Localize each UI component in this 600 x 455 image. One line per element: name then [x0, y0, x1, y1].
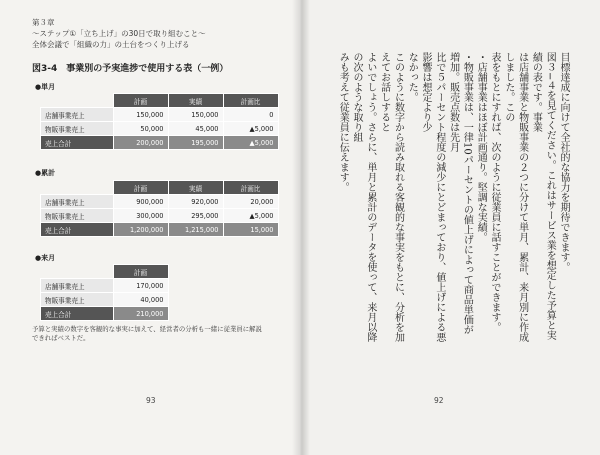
table-row [41, 209, 279, 223]
cell-ratio: 0 [223, 108, 278, 122]
row-label: 売上合計 [41, 223, 114, 237]
text-column: 目標達成に向けて全社的な協力を期待できます。 [558, 52, 569, 272]
figure-caption: 予算と実績の数字を客観的な事実に加えて、経営者の分析も一緒に従業員に解説できればベストだ。 [32, 325, 262, 342]
text-column: ・物販事業は、一律10パーセントの値上げによって商品単価が増加。販売点数は先月 [447, 52, 473, 335]
table-total-row [41, 223, 279, 237]
text-column: このように数字から読み取れる客観的な事実をもとに、分析を加えてお話しすると [378, 52, 404, 342]
figure-title: 図3-4 事業別の予実進捗で使用する表（一例） [32, 64, 229, 74]
section-label-monthly: ●単月 [35, 83, 56, 91]
text-column: 比で５パーセント程度の減少にとどまっており、値上げによる悪影響は想定より少 [420, 52, 445, 342]
cell-plan: 900,000 [113, 195, 168, 209]
right-page [300, 0, 600, 455]
cell-ratio: ▲5,000 [223, 136, 278, 150]
cell-ratio: 15,000 [223, 223, 278, 237]
text-column: 図３−４を見てください。これはサービス業を想定した予算と実績の表です。事業 [530, 52, 556, 341]
table-total-row [41, 136, 279, 150]
cell-plan: 150,000 [113, 108, 168, 122]
table-header-row [41, 265, 169, 279]
table-row [41, 279, 169, 293]
cell-ratio: ▲5,000 [223, 122, 278, 136]
text-column: ・店舗事業はほぼ計画通り。堅調な実績。 [475, 52, 487, 242]
cell-plan: 50,000 [113, 122, 168, 136]
section-label-cumulative: ●累計 [35, 169, 56, 177]
row-label: 物販事業売上 [41, 293, 114, 307]
col-header-ratio: 計画比 [223, 94, 278, 108]
table-row [41, 108, 279, 122]
row-label: 物販事業売上 [41, 122, 114, 136]
cell-ratio: ▲5,000 [223, 209, 278, 223]
page-number-left: 93 [146, 396, 156, 405]
row-label: 店舗事業売上 [41, 279, 114, 293]
col-header-actual: 実績 [168, 181, 223, 195]
table-header-row [41, 94, 279, 108]
table-next-month [40, 264, 169, 321]
cell-ratio: 20,000 [223, 195, 278, 209]
table-row [41, 122, 279, 136]
text-column: よいでしょう。さらに、単月と累計のデータを使って、来月以降の次のような取り組 [351, 52, 376, 342]
table-row [41, 195, 279, 209]
cell-plan: 1,200,000 [113, 223, 168, 237]
cell-actual: 1,215,000 [168, 223, 223, 237]
cell-actual: 150,000 [168, 108, 223, 122]
cell-plan: 40,000 [113, 293, 168, 307]
step-title: 〜ステップ①「立ち上げ」の30日で取り組むこと〜 [32, 29, 206, 38]
body-text-vertical [337, 52, 570, 342]
cell-actual: 920,000 [168, 195, 223, 209]
text-column: みも考えて従業員に伝えます。 [337, 52, 349, 192]
book-gutter [292, 0, 310, 455]
section-label-next-month: ●来月 [35, 254, 56, 262]
col-header-actual: 実績 [168, 94, 223, 108]
row-label: 物販事業売上 [41, 209, 114, 223]
text-column: 表をもとにすれば、次のように従業員に話すことができます。 [489, 52, 501, 332]
page-number-right: 92 [434, 396, 444, 405]
section-subtitle: 全体会議で「組織の力」の土台をつくり上げる [32, 40, 190, 49]
col-header-ratio: 計画比 [223, 181, 278, 195]
col-header-plan: 計画 [113, 94, 168, 108]
table-total-row [41, 307, 169, 321]
table-cumulative [40, 180, 279, 237]
row-label: 売上合計 [41, 136, 114, 150]
cell-plan: 210,000 [113, 307, 168, 321]
table-header-row [41, 181, 279, 195]
table-monthly [40, 93, 279, 150]
text-column: は店舗事業と物販事業の２つに分けて単月、累計、来月別に作成しました。この [502, 52, 528, 342]
cell-actual: 45,000 [168, 122, 223, 136]
col-header-plan: 計画 [113, 265, 168, 279]
cell-actual: 195,000 [168, 136, 223, 150]
cell-plan: 300,000 [113, 209, 168, 223]
table-row [41, 293, 169, 307]
cell-plan: 170,000 [113, 279, 168, 293]
cell-plan: 200,000 [113, 136, 168, 150]
cell-actual: 295,000 [168, 209, 223, 223]
row-label: 店舗事業売上 [41, 108, 114, 122]
col-header-plan: 計画 [113, 181, 168, 195]
row-label: 売上合計 [41, 307, 114, 321]
chapter-label: 第３章 [32, 18, 55, 27]
text-column: なかった。 [406, 52, 418, 102]
row-label: 店舗事業売上 [41, 195, 114, 209]
